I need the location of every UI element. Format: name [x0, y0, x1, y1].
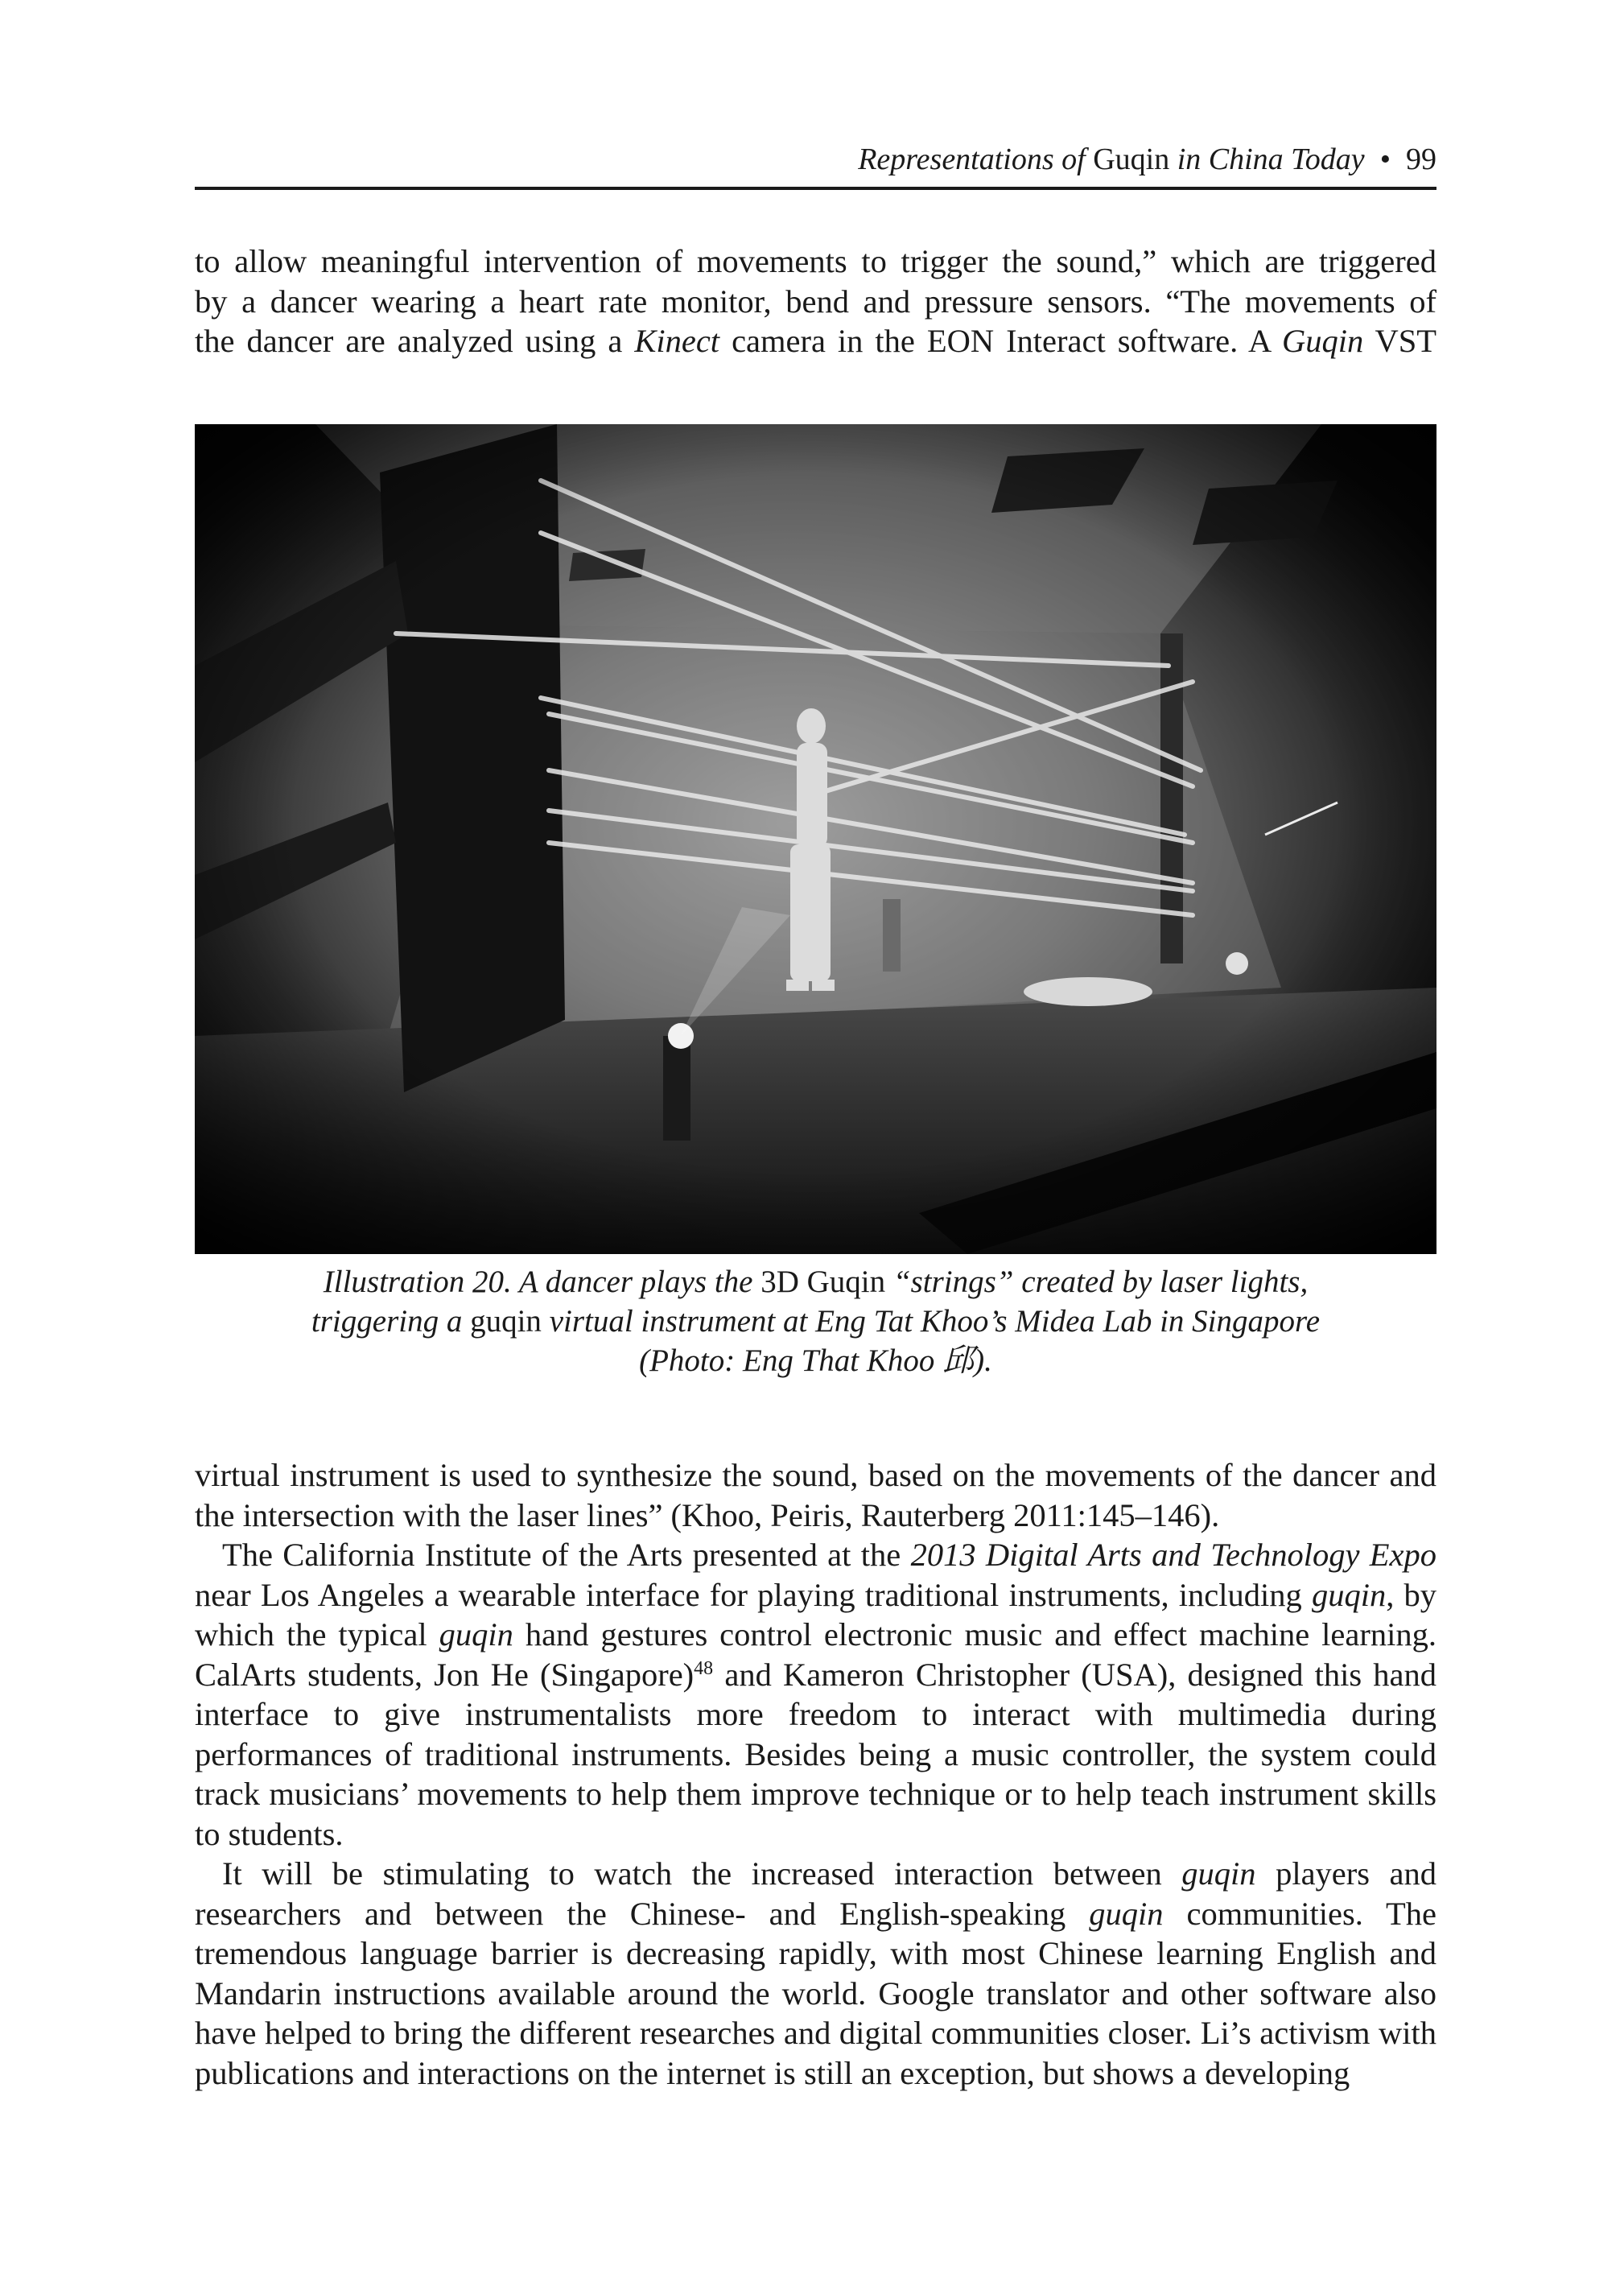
paragraph [195, 1535, 1436, 1854]
body-text [195, 1455, 1436, 2093]
caption-line [195, 1262, 1436, 1302]
text-span-italic: guqin [1181, 1855, 1256, 1892]
caption-span-roman: guqin [470, 1304, 542, 1339]
text-span-italic: guqin [1089, 1895, 1164, 1932]
text-line: by a dancer wearing a heart rate monitor, bend and pressure sensors. “The movements of [195, 283, 1436, 320]
text-line [195, 321, 1436, 361]
illustration-photo [195, 424, 1436, 1254]
paragraph [195, 1854, 1436, 2093]
text-span-italic: guqin [1311, 1576, 1387, 1613]
footnote-ref: 48 [694, 1657, 714, 1679]
text-span: It will be stimulating to watch the increased interaction between [222, 1855, 1162, 1892]
text-span-italic: guqin [439, 1616, 513, 1653]
text-span: VST [1375, 323, 1437, 359]
running-head-separator: • [1379, 142, 1391, 176]
text-span-italic: Guqin [1282, 323, 1364, 359]
text-span: camera in the EON Interact software. A [732, 323, 1271, 359]
text-span-italic: Kinect [634, 323, 720, 359]
text-span: The California Institute of the Arts presented at the [222, 1537, 901, 1573]
caption-span: “strings” created by laser lights, [892, 1265, 1309, 1299]
caption-line: (Photo: Eng That Khoo 邱). [639, 1343, 992, 1378]
text-span: players and researchers and between the Chinese- and English-speaking [195, 1855, 1437, 1932]
text-span: near Los Angeles a wearable interface for playing traditional instruments, including [195, 1576, 1302, 1613]
text-span: hand gestures control electronic music and effect machine learning. CalArts students, Jon He (Singapore) [195, 1616, 1436, 1693]
text-span: and Kameron Christopher (USA), designed this hand interface to give instrumentalists more freedom to interact with multimedia during performances of traditional instruments. Besides being a music controller, the system could track musicians’ movements to help them improve technique or to help teach instrument skills to students. [195, 1656, 1437, 1852]
running-head-title-roman: Guqin [1093, 142, 1170, 176]
paragraph: virtual instrument is used to synthesize the sound, based on the movements of the dancer and the intersection with the laser lines” (Khoo, Peiris, Rauterberg 2011:145–146). [195, 1457, 1436, 1533]
page-number: 99 [1406, 142, 1436, 176]
text-span: the dancer are analyzed using a [195, 323, 623, 359]
header-rule [195, 187, 1436, 190]
text-line: to allow meaningful intervention of movements to trigger the sound,” which are triggered [195, 243, 1436, 279]
caption-span-roman: 3D Guqin [760, 1265, 886, 1299]
text-span: , by which the typical [195, 1576, 1437, 1653]
figure-caption [195, 1262, 1436, 1380]
dancer-laser-photo [195, 424, 1436, 1254]
running-head [195, 135, 1436, 184]
text-span: communities. The tremendous language barrier is decreasing rapidly, with most Chinese learning English and Mandarin instructions available around the world. Google translator and other software also have helped to bring the different researches and digital communities closer. Li’s activism with publications and interactions on the internet is still an exception, but shows a developing [195, 1895, 1437, 2091]
top-paragraph [195, 241, 1436, 361]
running-head-title-italic: Representations of [858, 142, 1086, 176]
text-span-italic: 2013 Digital Arts and Technology Expo [910, 1537, 1436, 1573]
caption-line [195, 1302, 1436, 1341]
caption-span: triggering a [311, 1304, 463, 1339]
caption-span: virtual instrument at Eng Tat Khoo’s Midea Lab in Singapore [549, 1304, 1321, 1339]
caption-span: Illustration 20. A dancer plays the [323, 1265, 753, 1299]
running-head-title-rest: in China Today [1177, 142, 1365, 176]
